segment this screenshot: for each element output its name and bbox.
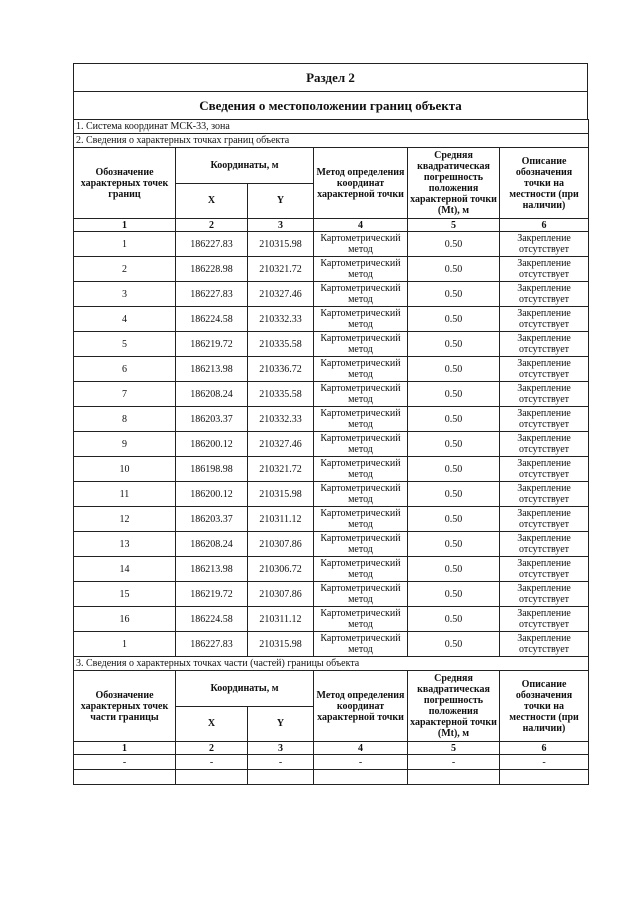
- point-x: 186213.98: [176, 357, 248, 382]
- point-number: 14: [74, 557, 176, 582]
- point-method: Картометрический метод: [314, 582, 408, 607]
- point-y: 210332.33: [248, 407, 314, 432]
- point-y: 210311.12: [248, 607, 314, 632]
- point-method: Картометрический метод: [314, 232, 408, 257]
- point-description: Закрепление отсутствует: [500, 332, 589, 357]
- table-row: [74, 232, 589, 257]
- point-number: 10: [74, 457, 176, 482]
- point-error: 0.50: [408, 532, 500, 557]
- point-error: 0.50: [408, 282, 500, 307]
- point-number: 9: [74, 432, 176, 457]
- header-description: Описание обозначения точки на местности (при наличии): [500, 148, 589, 219]
- header-designation-part: Обозначение характерных точек части границы: [74, 671, 176, 742]
- point-number: 15: [74, 582, 176, 607]
- col-number: 2: [176, 742, 248, 755]
- point-x: 186224.58: [176, 607, 248, 632]
- table-row: [74, 607, 589, 632]
- point-description: Закрепление отсутствует: [500, 532, 589, 557]
- table-row: [74, 332, 589, 357]
- empty-cell: [408, 770, 500, 785]
- col-number: 3: [248, 742, 314, 755]
- point-method: Картометрический метод: [314, 307, 408, 332]
- point-number: 6: [74, 357, 176, 382]
- col-number: 4: [314, 219, 408, 232]
- empty-cell: -: [176, 755, 248, 770]
- section-title: Раздел 2: [306, 70, 355, 85]
- point-y: 210315.98: [248, 232, 314, 257]
- point-x: 186219.72: [176, 332, 248, 357]
- point-description: Закрепление отсутствует: [500, 507, 589, 532]
- point-method: Картометрический метод: [314, 457, 408, 482]
- point-x: 186203.37: [176, 407, 248, 432]
- point-error: 0.50: [408, 607, 500, 632]
- empty-cell: [74, 770, 176, 785]
- point-y: 210327.46: [248, 432, 314, 457]
- point-y: 210306.72: [248, 557, 314, 582]
- point-method: Картометрический метод: [314, 407, 408, 432]
- header-x: X: [176, 183, 248, 219]
- point-x: 186198.98: [176, 457, 248, 482]
- point-y: 210335.58: [248, 382, 314, 407]
- document-page: [73, 63, 588, 785]
- coord-system: 1. Система координат МСК-33, зона: [74, 120, 589, 134]
- point-description: Закрепление отсутствует: [500, 382, 589, 407]
- point-method: Картометрический метод: [314, 632, 408, 657]
- point-number: 1: [74, 632, 176, 657]
- section-subtitle: Сведения о местоположении границ объекта: [74, 91, 587, 119]
- point-description: Закрепление отсутствует: [500, 632, 589, 657]
- header-error: Средняя квадратическая погрешность положения характерной точки (Mt), м: [408, 671, 500, 742]
- point-x: 186227.83: [176, 282, 248, 307]
- point-error: 0.50: [408, 482, 500, 507]
- header-description: Описание обозначения точки на местности (при наличии): [500, 671, 589, 742]
- point-error: 0.50: [408, 382, 500, 407]
- point-number: 11: [74, 482, 176, 507]
- header-designation: Обозначение характерных точек границ: [74, 148, 176, 219]
- table-row: [74, 432, 589, 457]
- boundary-table: [73, 119, 589, 657]
- point-description: Закрепление отсутствует: [500, 432, 589, 457]
- point-x: 186208.24: [176, 382, 248, 407]
- point-error: 0.50: [408, 232, 500, 257]
- table-row: [74, 357, 589, 382]
- header-method: Метод определения координат характерной точки: [314, 671, 408, 742]
- point-number: 4: [74, 307, 176, 332]
- point-x: 186219.72: [176, 582, 248, 607]
- part3-title: 3. Сведения о характерных точках части (частей) границы объекта: [74, 657, 589, 671]
- point-method: Картометрический метод: [314, 507, 408, 532]
- point-y: 210327.46: [248, 282, 314, 307]
- point-x: 186227.83: [176, 632, 248, 657]
- col-number: 5: [408, 742, 500, 755]
- point-y: 210307.86: [248, 532, 314, 557]
- point-description: Закрепление отсутствует: [500, 557, 589, 582]
- empty-cell: -: [74, 755, 176, 770]
- point-number: 12: [74, 507, 176, 532]
- point-error: 0.50: [408, 432, 500, 457]
- point-description: Закрепление отсутствует: [500, 407, 589, 432]
- empty-cell: [248, 770, 314, 785]
- table-row: [74, 532, 589, 557]
- header-method: Метод определения координат характерной точки: [314, 148, 408, 219]
- table-row: [74, 482, 589, 507]
- col-number: 3: [248, 219, 314, 232]
- point-number: 5: [74, 332, 176, 357]
- table-row: [74, 282, 589, 307]
- empty-cell: -: [500, 755, 589, 770]
- header-coords: Координаты, м: [176, 148, 314, 184]
- point-method: Картометрический метод: [314, 332, 408, 357]
- point-error: 0.50: [408, 357, 500, 382]
- point-error: 0.50: [408, 632, 500, 657]
- col-number: 6: [500, 219, 589, 232]
- part-boundary-table: [73, 657, 589, 785]
- col-number: 6: [500, 742, 589, 755]
- point-method: Картометрический метод: [314, 482, 408, 507]
- point-y: 210311.12: [248, 507, 314, 532]
- point-number: 8: [74, 407, 176, 432]
- point-error: 0.50: [408, 582, 500, 607]
- point-method: Картометрический метод: [314, 382, 408, 407]
- point-description: Закрепление отсутствует: [500, 232, 589, 257]
- table-row: [74, 457, 589, 482]
- header-y: Y: [248, 183, 314, 219]
- point-description: Закрепление отсутствует: [500, 457, 589, 482]
- point-error: 0.50: [408, 557, 500, 582]
- empty-cell: -: [408, 755, 500, 770]
- point-x: 186208.24: [176, 532, 248, 557]
- point-error: 0.50: [408, 457, 500, 482]
- table-row: [74, 632, 589, 657]
- point-description: Закрепление отсутствует: [500, 582, 589, 607]
- point-number: 7: [74, 382, 176, 407]
- point-error: 0.50: [408, 257, 500, 282]
- point-method: Картометрический метод: [314, 282, 408, 307]
- point-description: Закрепление отсутствует: [500, 282, 589, 307]
- point-x: 186224.58: [176, 307, 248, 332]
- table-row: [74, 307, 589, 332]
- point-description: Закрепление отсутствует: [500, 307, 589, 332]
- section-header: [73, 63, 588, 119]
- point-method: Картометрический метод: [314, 432, 408, 457]
- point-x: 186227.83: [176, 232, 248, 257]
- table-row: [74, 507, 589, 532]
- point-x: 186200.12: [176, 482, 248, 507]
- table-row: [74, 557, 589, 582]
- point-error: 0.50: [408, 507, 500, 532]
- header-coords: Координаты, м: [176, 671, 314, 707]
- col-number: 4: [314, 742, 408, 755]
- header-y: Y: [248, 706, 314, 742]
- point-x: 186200.12: [176, 432, 248, 457]
- point-y: 210315.98: [248, 632, 314, 657]
- point-number: 16: [74, 607, 176, 632]
- col-number: 5: [408, 219, 500, 232]
- point-error: 0.50: [408, 332, 500, 357]
- point-error: 0.50: [408, 407, 500, 432]
- part2-title: 2. Сведения о характерных точках границ объекта: [74, 134, 589, 148]
- point-description: Закрепление отсутствует: [500, 257, 589, 282]
- col-number: 2: [176, 219, 248, 232]
- point-method: Картометрический метод: [314, 257, 408, 282]
- header-error: Средняя квадратическая погрешность положения характерной точки (Mt), м: [408, 148, 500, 219]
- point-method: Картометрический метод: [314, 557, 408, 582]
- point-y: 210307.86: [248, 582, 314, 607]
- point-number: 13: [74, 532, 176, 557]
- point-x: 186203.37: [176, 507, 248, 532]
- point-x: 186228.98: [176, 257, 248, 282]
- point-method: Картометрический метод: [314, 607, 408, 632]
- col-number: 1: [74, 219, 176, 232]
- point-number: 2: [74, 257, 176, 282]
- empty-cell: [176, 770, 248, 785]
- point-y: 210321.72: [248, 257, 314, 282]
- point-description: Закрепление отсутствует: [500, 357, 589, 382]
- empty-cell: [314, 770, 408, 785]
- point-method: Картометрический метод: [314, 532, 408, 557]
- point-y: 210335.58: [248, 332, 314, 357]
- point-y: 210321.72: [248, 457, 314, 482]
- point-y: 210336.72: [248, 357, 314, 382]
- table-row: [74, 407, 589, 432]
- col-number: 1: [74, 742, 176, 755]
- point-description: Закрепление отсутствует: [500, 482, 589, 507]
- point-y: 210315.98: [248, 482, 314, 507]
- table-row: [74, 257, 589, 282]
- table-row: [74, 582, 589, 607]
- point-number: 3: [74, 282, 176, 307]
- empty-cell: [500, 770, 589, 785]
- point-y: 210332.33: [248, 307, 314, 332]
- table-row: [74, 382, 589, 407]
- points-body: [74, 232, 589, 657]
- point-x: 186213.98: [176, 557, 248, 582]
- point-error: 0.50: [408, 307, 500, 332]
- point-method: Картометрический метод: [314, 357, 408, 382]
- point-description: Закрепление отсутствует: [500, 607, 589, 632]
- header-x: X: [176, 706, 248, 742]
- empty-cell: -: [314, 755, 408, 770]
- empty-cell: -: [248, 755, 314, 770]
- point-number: 1: [74, 232, 176, 257]
